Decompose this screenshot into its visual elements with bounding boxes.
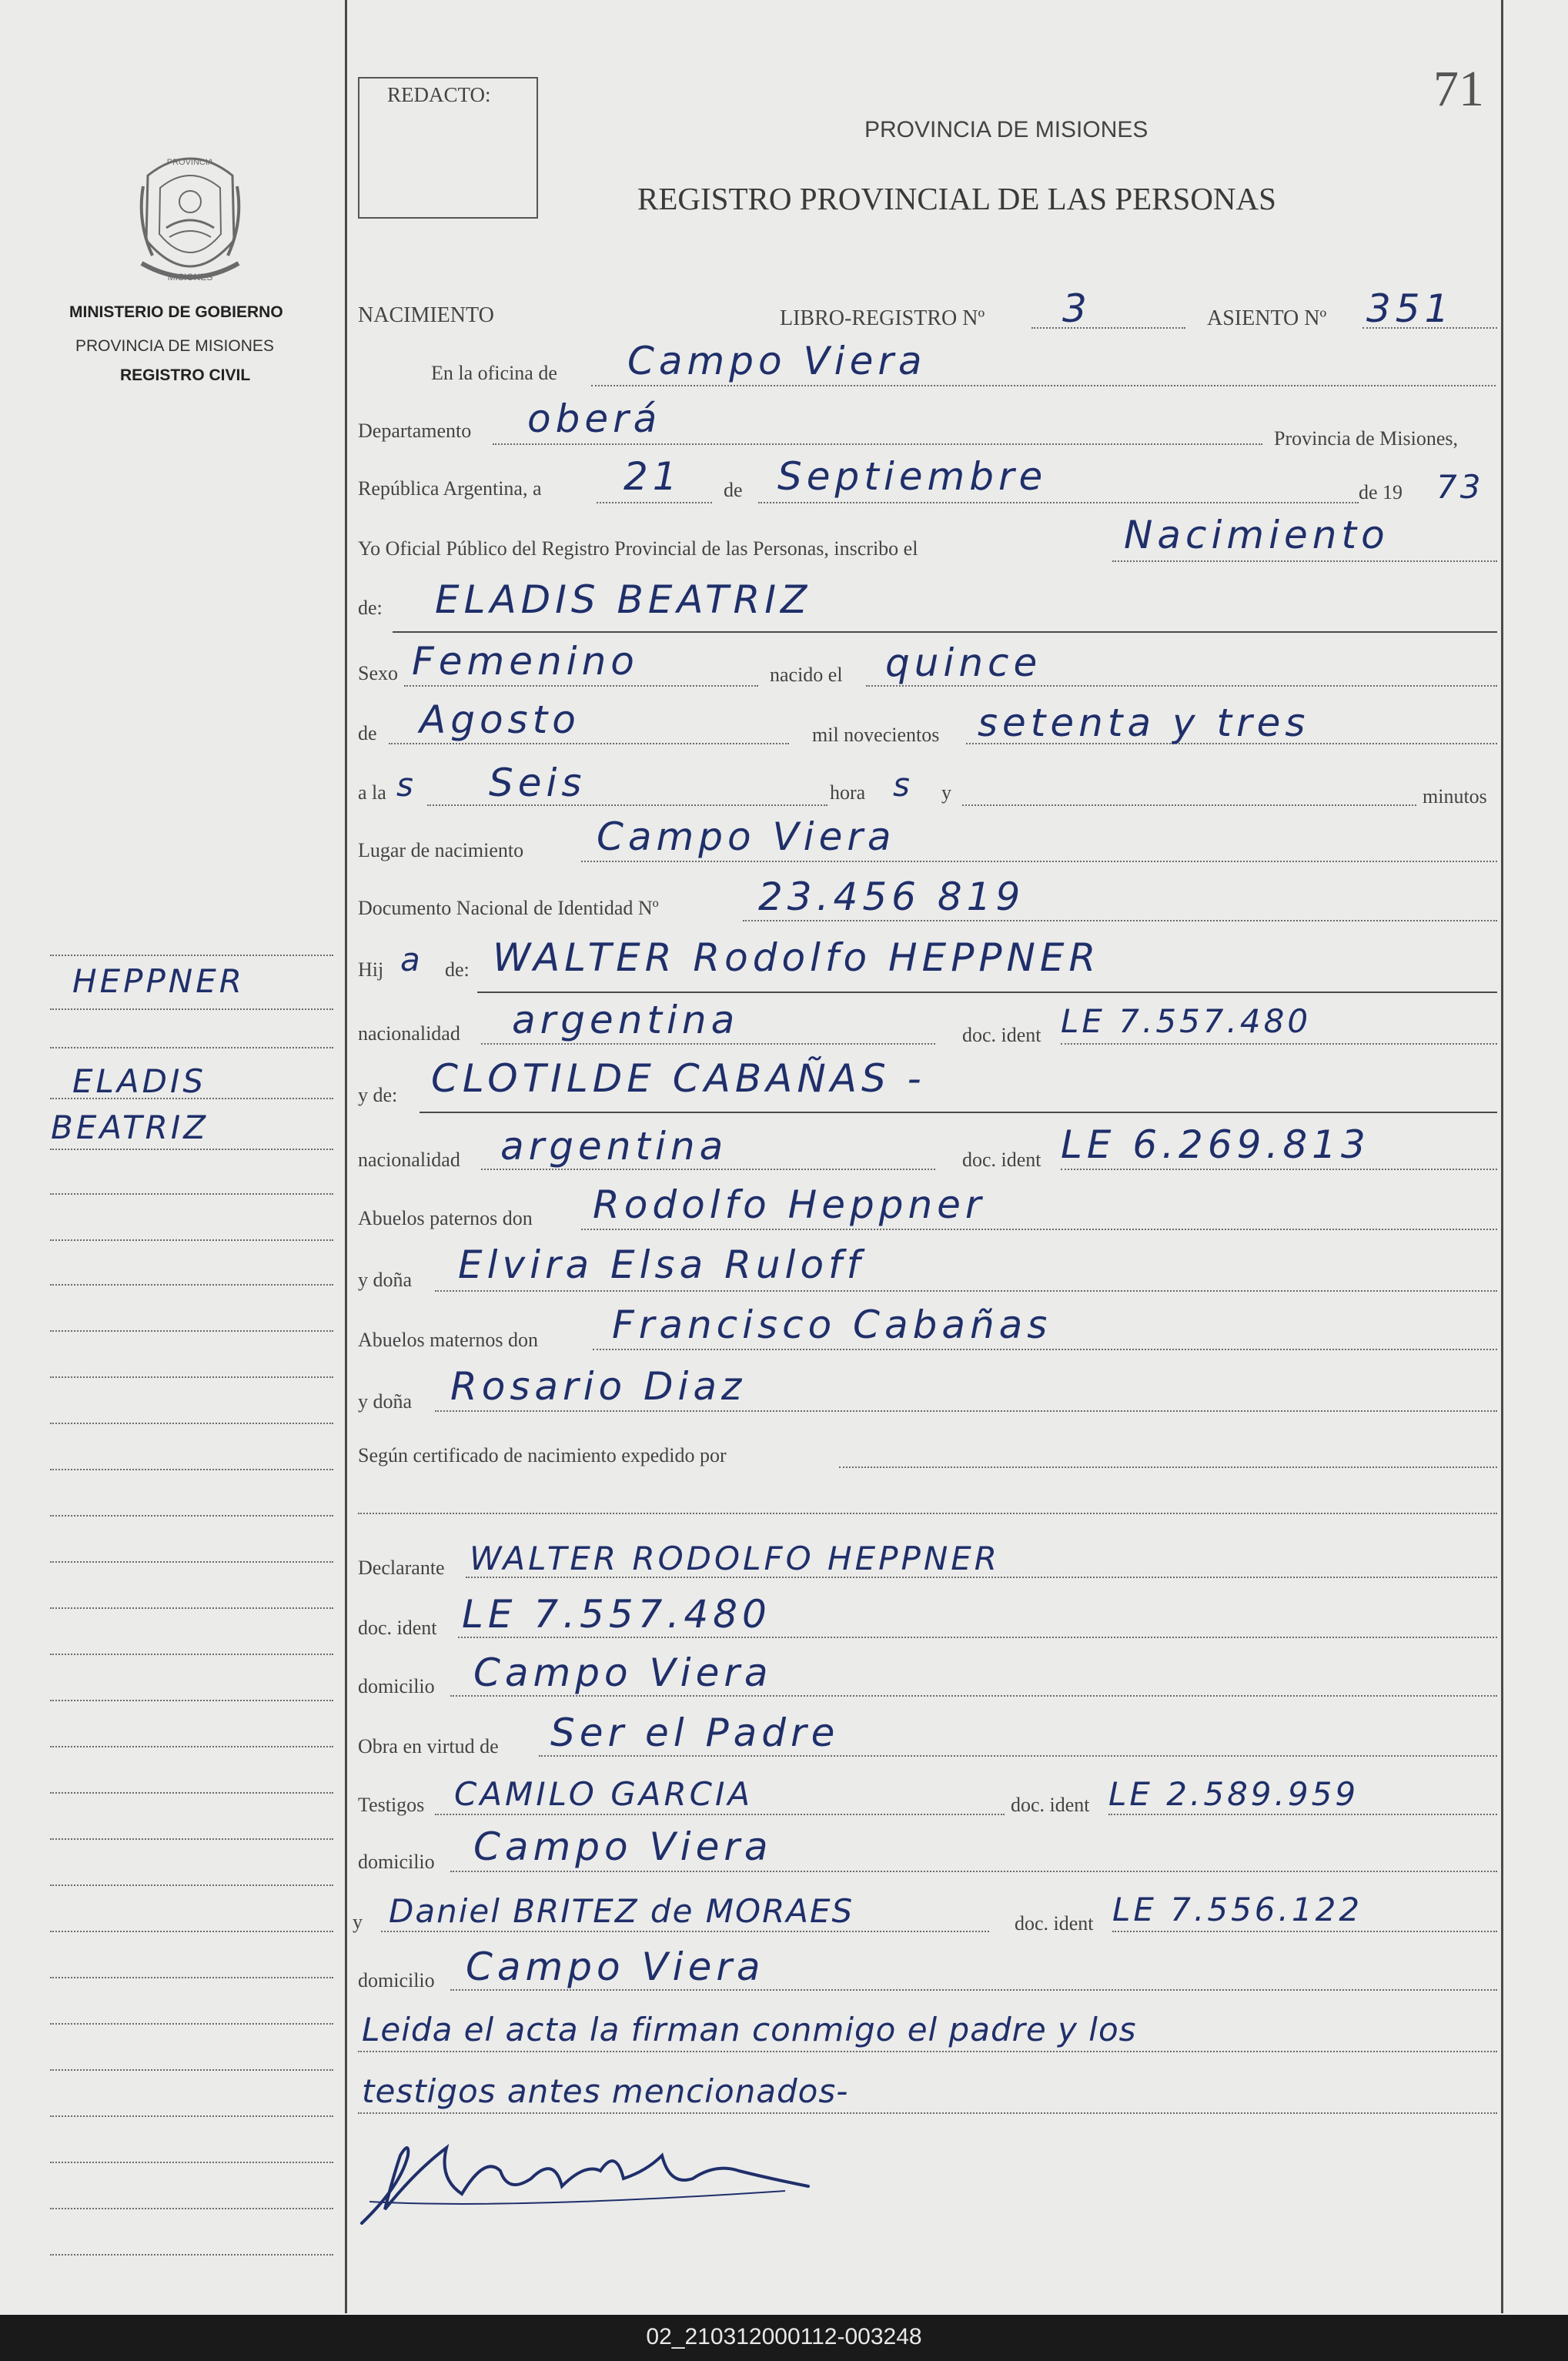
departamento-value: oberá [527,396,662,441]
y-dona-mat-label: y doña [358,1390,413,1413]
lugar-label: Lugar de nacimiento [358,839,524,861]
dni-line [743,920,1497,921]
testigo1-value: CAMILO GARCIA [454,1775,754,1813]
hora-num-value: s [893,766,913,804]
registry-heading: REGISTRO PROVINCIAL DE LAS PERSONAS [637,181,1276,216]
madre-value: CLOTILDE CABAÑAS - [431,1056,926,1101]
lugar-value: Campo Viera [597,814,896,859]
anio-nac-value: setenta y tres [978,701,1310,745]
margin-line [50,1047,333,1048]
margin-line [50,2254,333,2256]
footer-id: 02_210312000112-003248 [646,2324,922,2349]
doc-declarante-line [458,1637,1497,1638]
closing-text-2: testigos antes mencionados- [362,2072,849,2110]
margin-name-2: BEATRIZ [51,1109,209,1146]
doc-testigo2-label: doc. ident [1015,1912,1094,1935]
nacionalidad-madre-label: nacionalidad [358,1149,460,1171]
nacido-el-value: quince [885,640,1042,685]
mes-nac-line [389,743,789,744]
margin-line [50,2208,333,2209]
y-de-label: y de: [358,1084,398,1106]
registro-civil-label: REGISTRO CIVIL [120,366,251,384]
segun-label: Según certificado de nacimiento expedido por [358,1444,727,1466]
de-19-label: de 19 [1359,481,1403,503]
sexo-label: Sexo [358,662,398,684]
segun-line-2 [358,1513,1497,1514]
mes-value: Septiembre [777,454,1048,499]
province-heading: PROVINCIA DE MISIONES [864,117,1148,142]
dom-testigo2-line [450,1989,1497,1991]
abuelos-paternos-label: Abuelos paternos don [358,1207,533,1229]
y-dona-pat-label: y doña [358,1269,413,1291]
margin-line [50,1931,333,1932]
nac-madre-value: argentina [500,1124,728,1169]
nombre-line [393,631,1497,633]
sexo-value: Femenino [412,639,639,684]
hij-label: Hij [358,958,384,981]
doc-testigo2-line [1112,1931,1497,1932]
inscribo-line [1112,560,1497,562]
inscribo-value: Nacimiento [1124,513,1389,557]
margin-line [50,1469,333,1470]
abuela-mat-value: Rosario Diaz [450,1364,747,1409]
margin-line [50,1654,333,1655]
oficina-value: Campo Viera [627,339,927,383]
lugar-line [581,861,1497,862]
closing-line-1 [358,2051,1497,2052]
libro-line [1031,327,1185,329]
margin-surname: HEPPNER [72,962,245,1000]
nacido-el-label: nacido el [770,664,843,686]
libro-label: LIBRO-REGISTRO Nº [780,306,985,330]
provincia-de-label: Provincia de Misiones, [1274,427,1459,450]
y-testigo2-label: y [353,1911,363,1933]
abuelo-mat-line [593,1349,1497,1350]
dni-value: 23.456 819 [758,875,1025,919]
nac-padre-line [481,1043,935,1045]
provincial-seal-icon [132,148,248,289]
margin-line [50,1376,333,1378]
yo-oficial-label: Yo Oficial Público del Registro Provincial de las Personas, inscribo el [358,537,918,560]
margin-line [50,1330,333,1332]
a-la-label: a la [358,781,386,804]
testigos-label: Testigos [358,1794,425,1816]
margin-line [50,955,333,956]
mil-novecientos-label: mil novecientos [812,724,940,746]
nac-padre-value: argentina [512,998,740,1042]
doc-declarante-label: doc. ident [358,1617,437,1639]
abuelo-pat-value: Rodolfo Heppner [593,1182,986,1227]
hij-de-label: de: [445,958,470,981]
padre-value: WALTER Rodolfo HEPPNER [493,935,1101,980]
de-label: de [724,479,743,501]
sexo-line [404,685,758,687]
testigo1-line [435,1814,1005,1815]
abuela-pat-value: Elvira Elsa Ruloff [458,1242,865,1287]
margin-line [50,1746,333,1747]
doc-padre-value: LE 7.557.480 [1061,1002,1312,1040]
left-margin-line [345,0,347,2313]
doc-testigo2-value: LE 7.556.122 [1112,1891,1363,1928]
doc-madre-value: LE 6.269.813 [1061,1122,1370,1167]
footer-bar [0,2315,1568,2361]
closing-text-1: Leida el acta la firman conmigo el padre y los [362,2011,1137,2048]
margin-line [50,1884,333,1886]
seal-text-bottom: MISIONES [167,272,213,283]
minutos-label: minutos [1423,785,1487,808]
abuelo-mat-value: Francisco Cabañas [612,1303,1052,1347]
nac-madre-line [481,1169,935,1170]
hora-line [427,804,827,806]
dom-testigo1-value: Campo Viera [473,1824,773,1869]
testigo2-line [381,1931,989,1932]
obra-line [539,1755,1497,1757]
doc-madre-line [1061,1169,1497,1170]
dom-declarante-value: Campo Viera [473,1650,773,1695]
dom-testigo2-value: Campo Viera [466,1945,765,1989]
provincia-label: PROVINCIA DE MISIONES [75,337,274,355]
departamento-line [493,443,1262,445]
dom-testigo1-line [450,1871,1497,1872]
margin-name-1: ELADIS [72,1062,207,1100]
doc-testigo1-value: LE 2.589.959 [1108,1775,1359,1813]
closing-line-2 [358,2112,1497,2114]
margin-line [50,1423,333,1424]
margin-line [50,1607,333,1609]
page-number: 71 [1433,61,1484,117]
oficina-line [591,385,1496,386]
declarante-label: Declarante [358,1557,445,1579]
domicilio-declarante-label: domicilio [358,1675,435,1697]
dia-line [597,502,712,503]
republica-label: República Argentina, a [358,477,542,500]
margin-line [50,2069,333,2071]
dia-value: 21 [624,454,682,499]
declarante-value: WALTER RODOLFO HEPPNER [470,1540,1000,1577]
margin-line [50,1792,333,1794]
obra-value: Ser el Padre [550,1711,840,1755]
signature-image [354,2125,831,2236]
nacionalidad-padre-label: nacionalidad [358,1022,460,1045]
margin-line [50,1700,333,1701]
de-mes-label: de [358,722,377,744]
domicilio-testigo1-label: domicilio [358,1851,435,1873]
oficina-label: En la oficina de [431,362,557,384]
padre-line [477,992,1497,993]
margin-line [50,1193,333,1195]
libro-value: 3 [1062,286,1092,331]
doc-padre-line [1061,1043,1497,1045]
minutos-line [962,804,1416,806]
doc-madre-label: doc. ident [962,1149,1041,1171]
margin-line [50,2115,333,2117]
de-colon-label: de: [358,597,383,619]
documento-label: Documento Nacional de Identidad Nº [358,897,659,919]
anio-value: 73 [1436,468,1484,506]
mes-line [758,502,1359,503]
ministerio-label: MINISTERIO DE GOBIERNO [69,303,283,321]
asiento-value: 351 [1366,286,1454,331]
abuelos-maternos-label: Abuelos maternos don [358,1329,538,1351]
margin-line [50,2162,333,2163]
right-margin-line [1501,0,1503,2313]
doc-padre-label: doc. ident [962,1024,1041,1046]
segun-line-1 [839,1466,1497,1468]
margin-line [50,1515,333,1517]
doc-declarante-value: LE 7.557.480 [462,1592,771,1637]
domicilio-testigo2-label: domicilio [358,1969,435,1991]
margin-line [50,1239,333,1241]
obra-label: Obra en virtud de [358,1735,499,1757]
margin-line [50,1561,333,1563]
madre-line [420,1112,1497,1113]
dom-declarante-line [450,1695,1497,1697]
hij-letter-value: a [400,941,423,978]
hora-label: hora [830,781,866,804]
redacto-label: REDACTO: [387,83,491,106]
abuelo-pat-line [581,1229,1497,1230]
seal-text-top: PROVINCIA [166,158,214,167]
nacimiento-label: NACIMIENTO [358,303,494,327]
nombre-value: ELADIS BEATRIZ [435,577,812,622]
nacido-line [866,685,1497,687]
doc-testigo1-label: doc. ident [1011,1794,1090,1816]
margin-line [50,1284,333,1286]
departamento-label: Departamento [358,420,472,442]
abuela-pat-line [435,1290,1497,1292]
a-la-value: s [396,766,416,804]
testigo2-value: Daniel BRITEZ de MORAES [389,1892,854,1930]
hora-value: Seis [489,761,587,805]
mes-nac-value: Agosto [420,697,580,742]
doc-testigo1-line [1108,1814,1497,1815]
margin-line [50,1008,333,1010]
margin-line [50,2023,333,2025]
abuela-mat-line [435,1410,1497,1412]
margin-line [50,1977,333,1978]
margin-line [50,1149,333,1150]
y-label: y [941,781,951,804]
margin-line [50,1838,333,1840]
asiento-label: ASIENTO Nº [1207,306,1327,330]
